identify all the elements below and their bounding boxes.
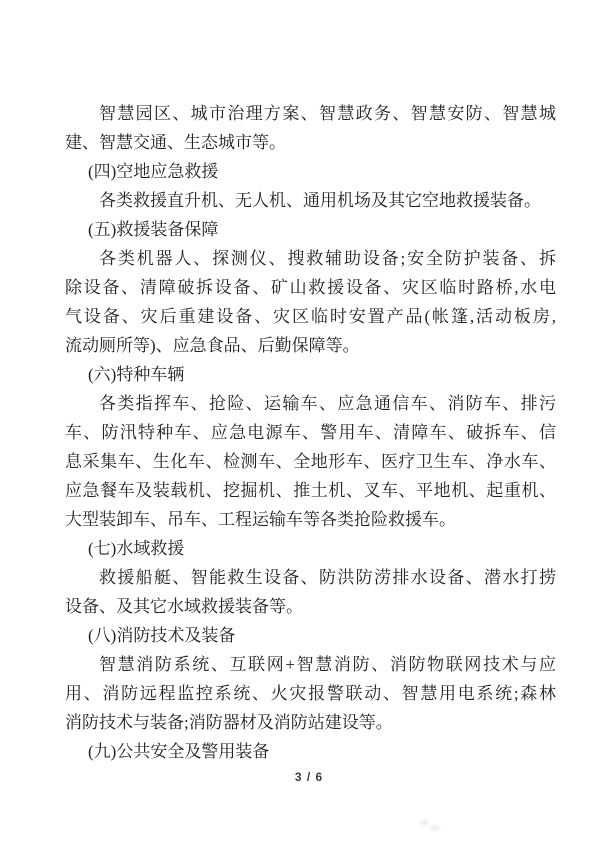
text-line: (六)特种车辆: [88, 365, 185, 384]
text-line: 各类指挥车、抢险、运输车、应急通信车、消防车、排污: [99, 394, 556, 413]
text-line: (四)空地应急救援: [88, 162, 219, 181]
text-line: 消防技术与装备;消防器材及消防站建设等。: [65, 713, 393, 732]
text-line: 气设备、灾后重建设备、灾区临时安置产品(帐篷,活动板房,: [65, 307, 556, 326]
document-body: [65, 99, 556, 766]
text-line: 各类机器人、探测仪、搜救辅助设备;安全防护装备、拆: [99, 249, 556, 268]
text-line: 用、消防远程监控系统、火灾报警联动、智慧用电系统;森林: [65, 684, 556, 703]
text-line: 应急餐车及装载机、挖掘机、推土机、叉车、平地机、起重机、: [65, 481, 556, 500]
scan-smudge: [428, 825, 442, 831]
text-line: (八)消防技术及装备: [88, 626, 236, 645]
text-line: (五)救援装备保障: [88, 220, 219, 239]
page-number: 3 / 6: [294, 770, 324, 784]
text-line: 各类救援直升机、无人机、通用机场及其它空地救援装备。: [99, 191, 541, 210]
text-line: (七)水域救援: [88, 539, 185, 558]
text-line: 流动厕所等)、应急食品、后勤保障等。: [65, 336, 360, 355]
text-line: 除设备、清障破拆设备、矿山救援设备、灾区临时路桥,水电: [65, 278, 556, 297]
text-line: (九)公共安全及警用装备: [88, 742, 270, 761]
text-line: 智慧消防系统、互联网+智慧消防、消防物联网技术与应: [99, 655, 556, 674]
text-line: 智慧园区、城市治理方案、智慧政务、智慧安防、智慧城: [99, 104, 556, 123]
text-line: 建、智慧交通、生态城市等。: [65, 133, 286, 152]
text-line: 设备、及其它水域救援装备等。: [65, 597, 303, 616]
text-line: 息采集车、生化车、检测车、全地形车、医疗卫生车、净水车、: [65, 452, 556, 471]
text-line: 大型装卸车、吊车、工程运输车等各类抢险救援车。: [65, 510, 456, 529]
text-line: 车、防汛特种车、应急电源车、警用车、清障车、破拆车、信: [65, 423, 556, 442]
text-line: 救援船艇、智能救生设备、防洪防涝排水设备、潜水打捞: [99, 568, 556, 587]
